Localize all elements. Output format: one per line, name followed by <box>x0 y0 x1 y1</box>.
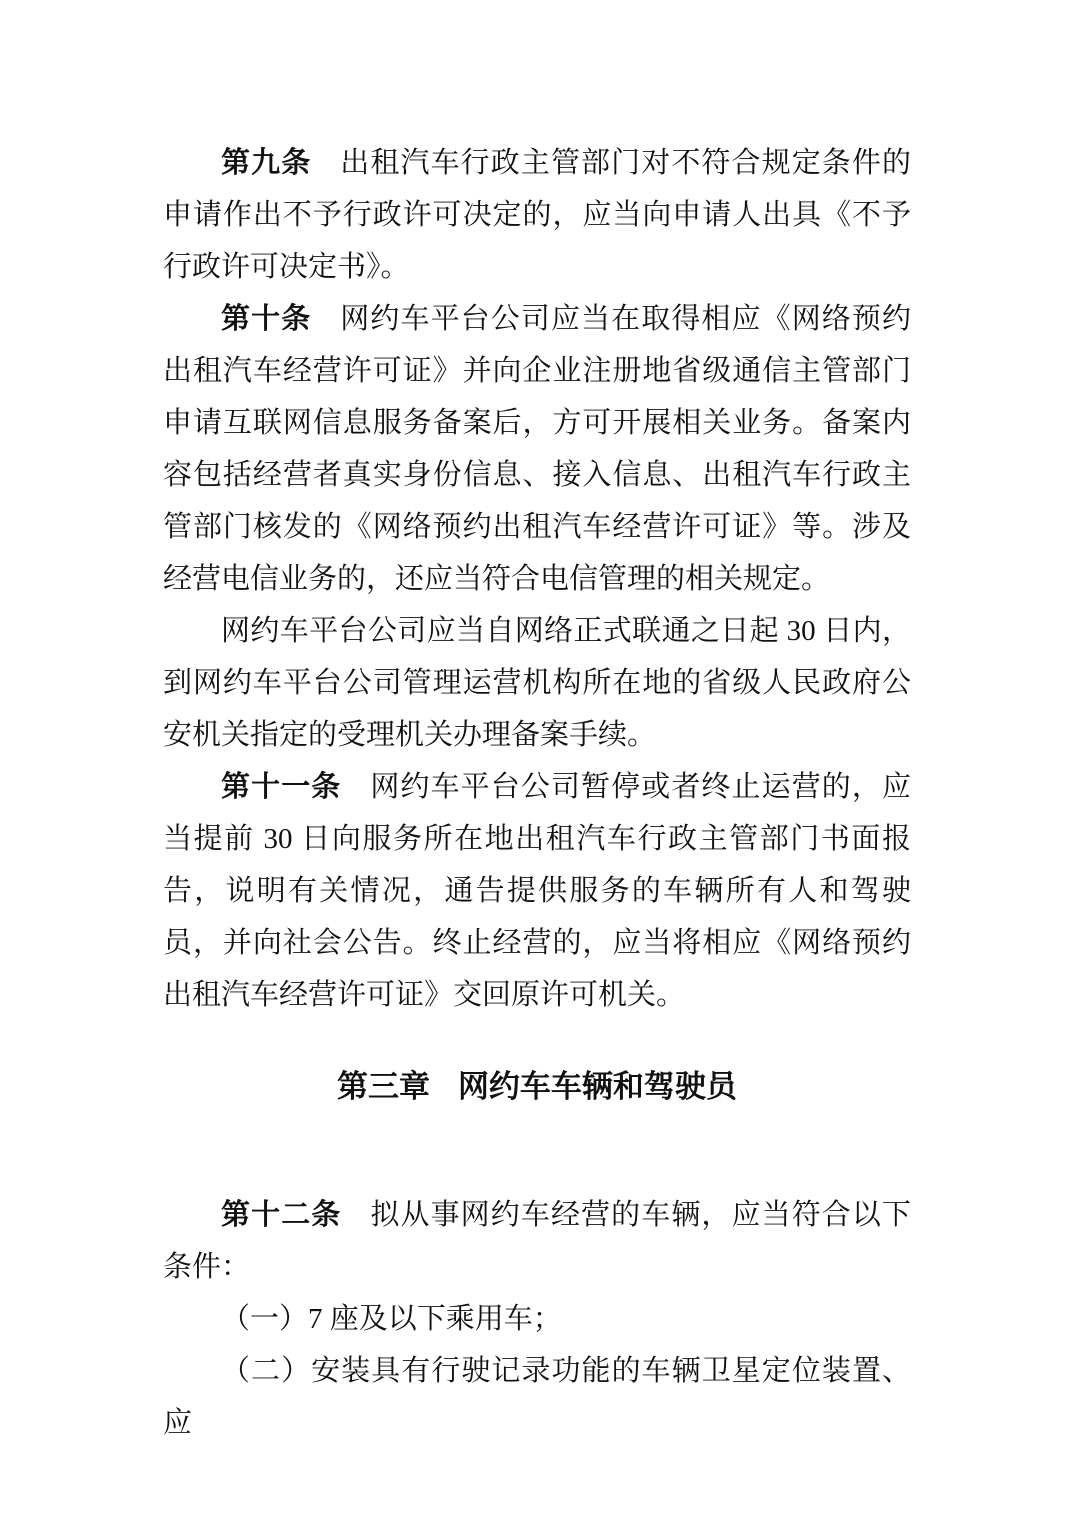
chapter-number: 第三章 <box>337 1069 431 1104</box>
document-body <box>163 137 911 1449</box>
article-12-item-2-text: （二）安装具有行驶记录功能的车辆卫星定位装置、应 <box>163 1355 911 1439</box>
article-12-item-1 <box>163 1293 911 1345</box>
article-10-number: 第十条 <box>221 303 312 335</box>
article-9-text: 出租汽车行政主管部门对不符合规定条件的申请作出不予行政许可决定的，应当向申请人出具《不予行政许可决定书》。 <box>163 147 911 283</box>
article-12-text: 拟从事网约车经营的车辆，应当符合以下条件： <box>163 1199 911 1283</box>
article-10-second-paragraph <box>163 605 911 761</box>
article-11-text: 网约车平台公司暂停或者终止运营的，应当提前 30 日向服务所在地出租汽车行政主管部门书面报告，说明有关情况，通告提供服务的车辆所有人和驾驶员，并向社会公告。终止经营的，应当将相应《网络预约出租汽车经营许可证》交回原许可机关。 <box>163 771 911 1011</box>
article-11-paragraph <box>163 761 911 1021</box>
article-12-item-2 <box>163 1345 911 1449</box>
chapter-heading <box>163 1061 911 1113</box>
article-10-paragraph <box>163 293 911 605</box>
article-11-number: 第十一条 <box>221 771 342 803</box>
article-10-text: 网约车平台公司应当在取得相应《网络预约出租汽车经营许可证》并向企业注册地省级通信主管部门申请互联网信息服务备案后，方可开展相关业务。备案内容包括经营者真实身份信息、接入信息、出租汽车行政主管部门核发的《网络预约出租汽车经营许可证》等。涉及经营电信业务的，还应当符合电信管理的相关规定。 <box>163 303 911 595</box>
article-12-number: 第十二条 <box>221 1199 342 1231</box>
chapter-title: 网约车车辆和驾驶员 <box>457 1069 737 1104</box>
article-12-paragraph <box>163 1189 911 1293</box>
article-9-paragraph <box>163 137 911 293</box>
article-9-number: 第九条 <box>221 147 312 179</box>
article-10-second-text: 网约车平台公司应当自网络正式联通之日起 30 日内，到网约车平台公司管理运营机构所在地的省级人民政府公安机关指定的受理机关办理备案手续。 <box>163 615 911 751</box>
article-12-item-1-text: （一）7 座及以下乘用车； <box>221 1303 562 1335</box>
